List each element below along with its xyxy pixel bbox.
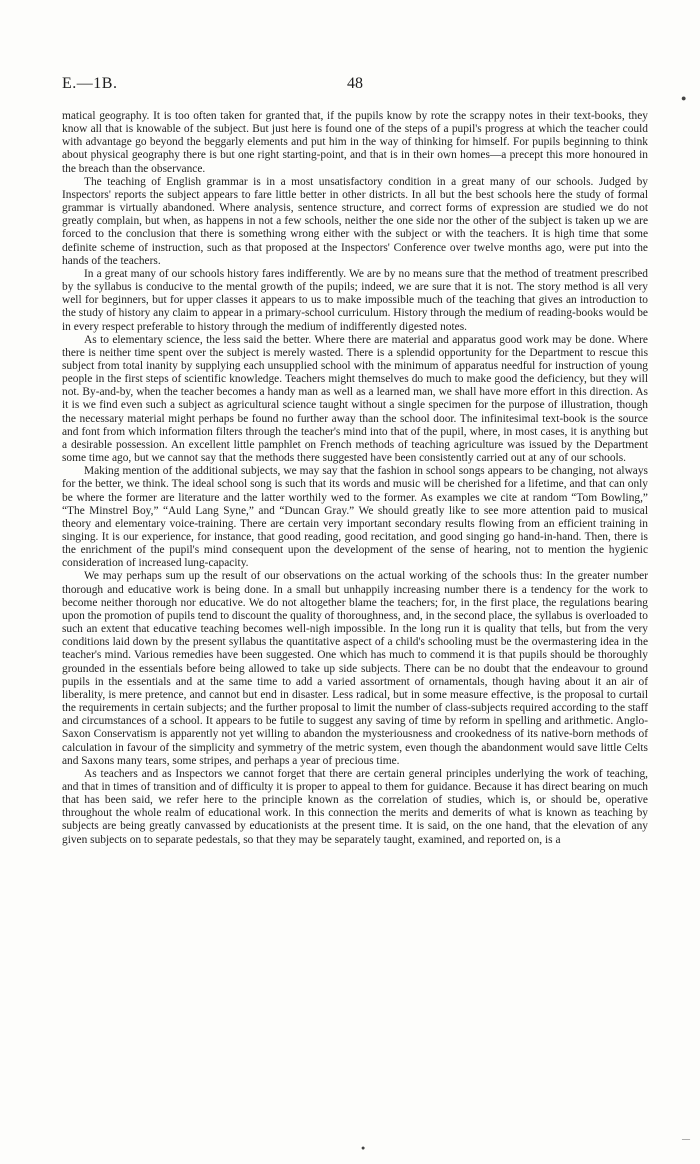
paragraph-geography-continuation: matical geography. It is too often taken for granted that, if the pupils know by rote the scrappy notes in their text-books, they know all that is knowable of the subject. But just here is found one of the steps of a pupil's progress at which the teacher could with advantage go beyond the beggarly elements and put him in the way of thinking for himself. For pupils beginning to think about physical geography there is but one right starting-point, and that is in their own homes—a precept this more honoured in the breach than the observance. <box>62 110 648 175</box>
paragraph-summary-observations: We may perhaps sum up the result of our observations on the actual working of the schools thus: In the greater number thorough and educative work is being done. In a small but unhappily increasing number there is a tendency for the work to become neither thorough nor educative. We do not altogether blame the teachers; for, in the first place, the regulations bearing upon the promotion of pupils tend to discount the quality of thoroughness, and, in the second place, the syllabus is overloaded to such an extent that educative teaching becomes well-nigh impossible. In the long run it is quality that tells, but from the very conditions laid down by the present syllabus the quantitative aspect of a child's schooling must be the overmastering idea in the teacher's mind. Various remedies have been suggested. One which has much to commend it is that pupils should be thoroughly grounded in the essentials before being allowed to take up side subjects. There can be no doubt that the endeavour to ground pupils in the essentials and at the same time to add a varied assortment of ornamentals, though having about it an air of liberality, is mere pretence, and cannot but end in disaster. Less radical, but in some measure effective, is the proposal to curtail the requirements in certain subjects; and the further proposal to limit the number of class-subjects required according to the staff and circumstances of a school. It appears to be futile to suggest any saving of time by reform in spelling and arithmetic. Anglo-Saxon Conservatism is apparently not yet willing to abandon the mysteriousness and crookedness of its native-born methods of calculation in favour of the simplicity and symmetry of the metric system, even though the abandonment would save little Celts and Saxons many tears, some stripes, and perhaps a year of precious time. <box>62 570 648 767</box>
page-header <box>62 75 648 97</box>
paragraph-english-grammar: The teaching of English grammar is in a most unsatisfactory condition in a great many of our schools. Judged by Inspectors' reports the subject appears to fare little better in other districts. In all but the best schools here the study of formal grammar is virtually abandoned. Where analysis, sentence structure, and correct forms of expression are studied we do not greatly complain, but when, as happens in not a few schools, neither the one side nor the other of the subject is taken up we are forced to the conclusion that there is something wrong either with the subject or with the teachers. It is high time that some definite scheme of instruction, such as that proposed at the Inspectors' Conference over twelve months ago, were put into the hands of the teachers. <box>62 175 648 267</box>
body-text <box>62 110 648 847</box>
running-head: E.—1B. <box>62 75 118 92</box>
paragraph-elementary-science: As to elementary science, the less said the better. Where there are material and apparatus good work may be done. Where there is neither time spent over the subject is merely wasted. There is a splendid opportunity for the Department to rescue this subject from total inanity by supplying each unsupplied school with the minimum of apparatus needful for instruction of young people in the first steps of scientific knowledge. Teachers might themselves do much to make good the deficiency, but they will not. By-and-by, when the teacher becomes a handy man as well as a learned man, we shall have more effort in this direction. As it is we find even such a subject as agricultural science taught without a single specimen for the purpose of illustration, though the necessary material might perhaps be found no further away than the school door. The infinitesimal text-book is the source and font from which information filters through the teacher's mind into that of the pupil, where, in most cases, it is anything but a desirable possession. An excellent little pamphlet on French methods of teaching agriculture was issued by the Department some time ago, but we cannot say that the methods there suggested have been consistently carried out at any of our schools. <box>62 333 648 465</box>
margin-dash-mark: –– <box>682 1134 690 1143</box>
margin-speck-mark: ● <box>681 93 687 103</box>
signature-mark: ● <box>361 1144 366 1152</box>
page-number: 48 <box>347 75 363 92</box>
paragraph-school-songs: Making mention of the additional subjects, we may say that the fashion in school songs appears to be changing, not always for the better, we think. The ideal school song is such that its words and music will be cherished for a lifetime, and that can only be where the former are literature and the latter worthily wed to the former. As examples we cite at random “Tom Bowling,” “The Minstrel Boy,” “Auld Lang Syne,” and “Duncan Gray.” We should greatly like to see more attention paid to musical theory and elementary voice-training. There are certain very important secondary results flowing from an efficient training in singing. It is our experience, for instance, that good reading, good recitation, and good singing go hand-in-hand. Then, there is the enrichment of the pupil's mind consequent upon the development of the sense of hearing, not to mention the hygienic consideration of increased lung-capacity. <box>62 465 648 570</box>
paragraph-general-principles: As teachers and as Inspectors we cannot forget that there are certain general principles underlying the work of teaching, and that in times of transition and of difficulty it is proper to appeal to them for guidance. Because it has direct bearing on much that has been said, we refer here to the principle known as the correlation of studies, which is, or should be, operative throughout the whole realm of educational work. In this connection the merits and demerits of what is known as teaching by subjects are being greatly canvassed by educationists at the present time. It is said, on the one hand, that the elevation of any given subjects on to separate pedestals, so that they may be separately taught, examined, and reported on, is a <box>62 767 648 846</box>
paragraph-history: In a great many of our schools history fares indifferently. We are by no means sure that the method of treatment prescribed by the syllabus is conducive to the mental growth of the pupils; indeed, we are sure that it is not. The story method is all very well for beginners, but for upper classes it appears to us to make impossible much of the teaching that gives an introduction to the study of history any claim to appear in a primary-school curriculum. History through the medium of reading-books would be in every respect preferable to history through the medium of indifferently digested notes. <box>62 267 648 333</box>
